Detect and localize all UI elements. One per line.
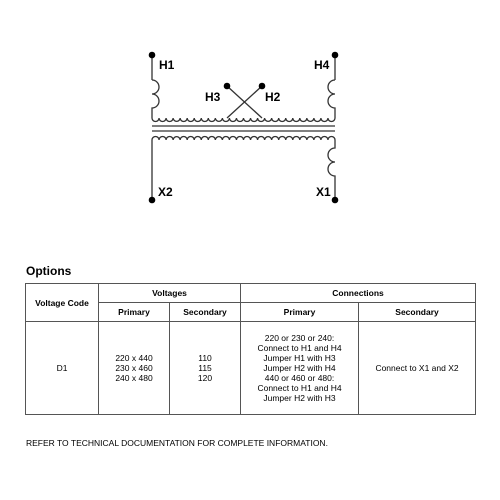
terminal-dot-h3 bbox=[224, 83, 231, 90]
terminal-label-x2: X2 bbox=[158, 185, 173, 199]
secondary-coils bbox=[152, 136, 335, 140]
options-table bbox=[25, 283, 476, 415]
terminal-label-h4: H4 bbox=[314, 58, 330, 72]
header-voltage-code: Voltage Code bbox=[26, 284, 99, 322]
primary-coils bbox=[152, 118, 335, 122]
terminal-label-x1: X1 bbox=[316, 185, 331, 199]
terminal-dot-x1 bbox=[332, 197, 339, 204]
primary-right-loop bbox=[328, 80, 335, 118]
cell-secondary-connections: Connect to X1 and X2 bbox=[359, 322, 476, 415]
cell-voltage-code: D1 bbox=[26, 322, 99, 415]
header-connections-secondary: Secondary bbox=[359, 303, 476, 322]
cell-secondary-voltages: 110 115 120 bbox=[170, 322, 241, 415]
table-row bbox=[26, 322, 476, 415]
terminal-dot-h4 bbox=[332, 52, 339, 59]
terminal-dot-h1 bbox=[149, 52, 156, 59]
footer-note: REFER TO TECHNICAL DOCUMENTATION FOR COMPLETE INFORMATION. bbox=[26, 438, 328, 448]
header-voltages: Voltages bbox=[99, 284, 241, 303]
terminal-dot-h2 bbox=[259, 83, 266, 90]
cell-primary-voltages: 220 x 440 230 x 460 240 x 480 bbox=[99, 322, 170, 415]
secondary-winding bbox=[152, 136, 335, 200]
header-connections-primary: Primary bbox=[241, 303, 359, 322]
header-voltages-primary: Primary bbox=[99, 303, 170, 322]
primary-winding bbox=[152, 55, 335, 122]
primary-left-loop bbox=[152, 80, 159, 118]
options-title: Options bbox=[26, 264, 72, 278]
header-voltages-secondary: Secondary bbox=[170, 303, 241, 322]
cell-primary-connections: 220 or 230 or 240: Connect to H1 and H4 Jumper H1 with H3 Jumper H2 with H4 440 or 460 or 480: Connect to H1 and H4 Jumper H2 with H3 bbox=[241, 322, 359, 415]
header-connections: Connections bbox=[241, 284, 476, 303]
terminal-label-h3: H3 bbox=[205, 90, 221, 104]
terminal-label-h1: H1 bbox=[159, 58, 175, 72]
table-header-row bbox=[26, 284, 476, 303]
terminal-dot-x2 bbox=[149, 197, 156, 204]
terminal-label-h2: H2 bbox=[265, 90, 281, 104]
